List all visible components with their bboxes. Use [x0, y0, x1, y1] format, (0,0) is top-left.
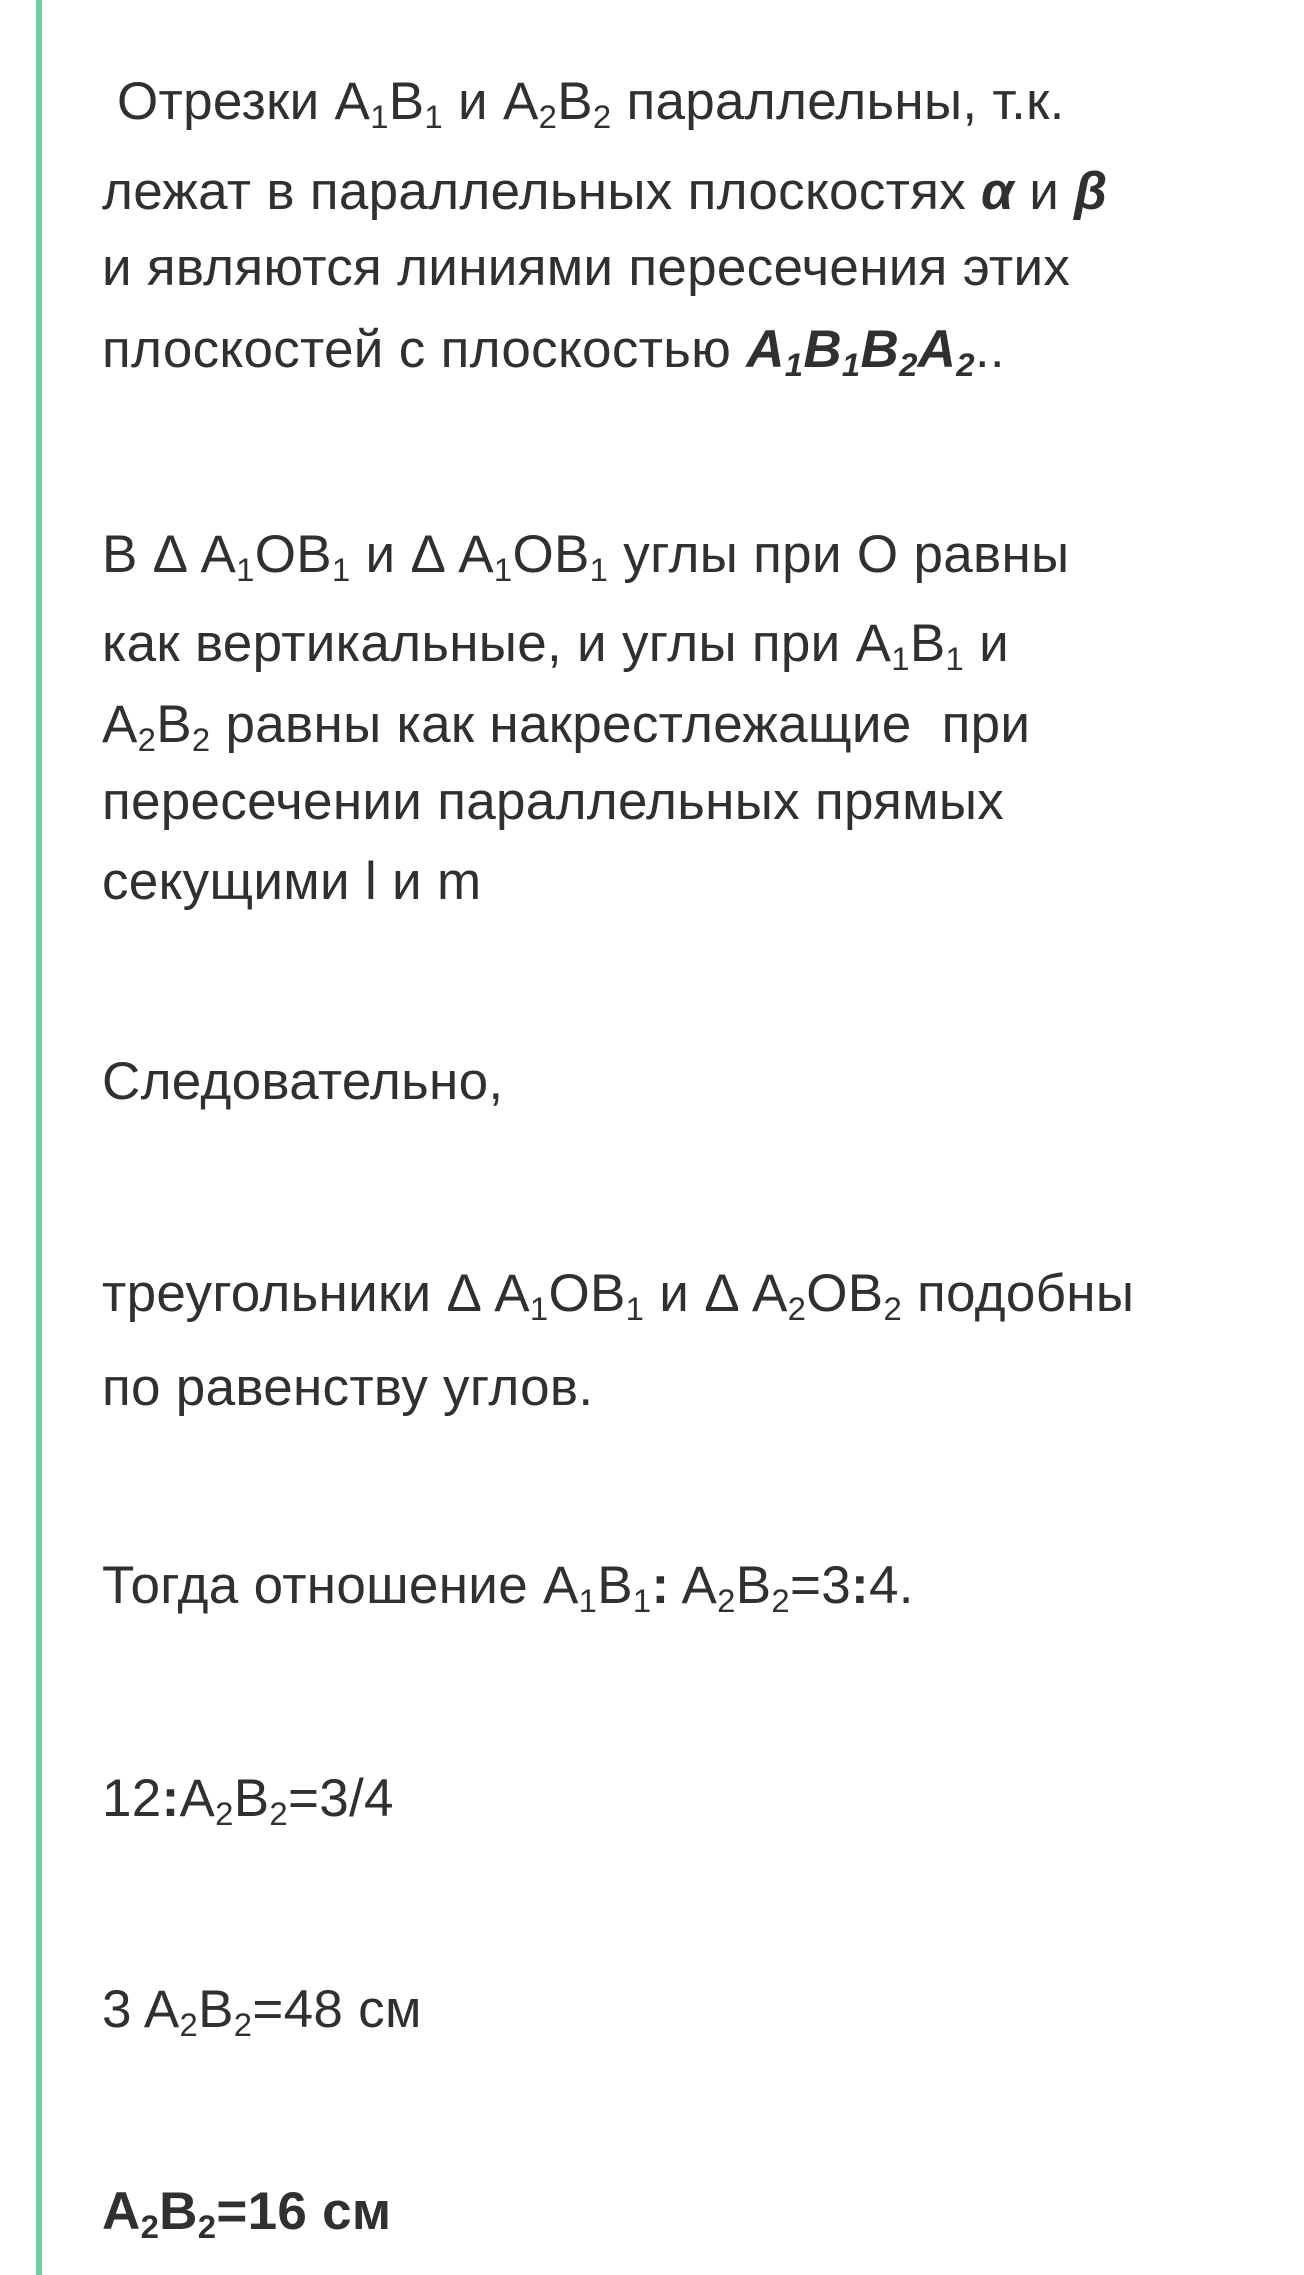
paragraph-3: Следовательно, [102, 1052, 504, 1111]
paragraph-2-line-1: В Δ $A_1OB_1$ и Δ $A_1OB_1$ углы при O равны [102, 525, 1070, 589]
paragraph-5: Тогда отношение $A_1B_1$: $A_2B_2=3:4$. [102, 1556, 914, 1620]
paragraph-6: $12:A_2B_2=3/4$ [102, 1769, 394, 1833]
paragraph-1-line-3: и являются линиями пересечения этих [102, 238, 1071, 297]
beta-symbol: β [1074, 162, 1108, 221]
paragraph-7: 3 $A_2B_2=48$ см [102, 1980, 422, 2044]
paragraph-1-line-2: лежат в параллельных плоскостях α и β [102, 162, 1108, 221]
paragraph-2-line-5: секущими l и m [102, 852, 482, 911]
paragraph-1-line-4: плоскостей с плоскостью $A_1B_1B_2A_2$.. [102, 320, 1005, 384]
paragraph-2-line-3: $A_2B_2$ равны как накрестлежащие при [102, 695, 1031, 759]
accent-bar [36, 0, 42, 2275]
paragraph-4-line-2: по равенству углов. [102, 1358, 594, 1417]
final-answer: $A_2B_2=16$ см [102, 2182, 392, 2246]
paragraph-4-line-1: треугольники Δ $A_1OB_1$ и Δ $A_2OB_2$ подобны [102, 1264, 1135, 1328]
alpha-symbol: α [981, 162, 1015, 221]
plane-name: $A_1B_1B_2A_2$ [746, 320, 975, 384]
paragraph-2-line-4: пересечении параллельных прямых [102, 772, 1005, 831]
paragraph-2-line-2: как вертикальные, и углы при $A_1B_1$ и [102, 614, 1009, 678]
paragraph-1-line-1: Отрезки $A_1B_1$ и $A_2B_2$ параллельны, т.к. [102, 72, 1065, 136]
